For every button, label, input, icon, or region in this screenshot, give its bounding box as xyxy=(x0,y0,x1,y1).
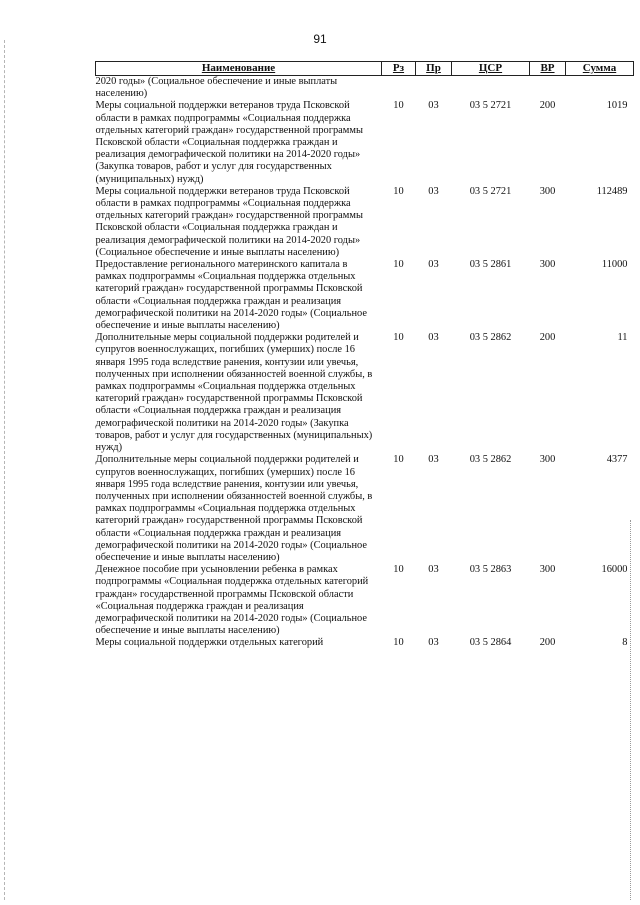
row-rz: 10 xyxy=(393,185,404,197)
header-sum: Сумма xyxy=(566,62,634,76)
row-sum: 1019 xyxy=(606,100,628,112)
row-name: Меры социальной поддержки ветеранов труда Псковской области в рамках подпрограммы «Социальная поддержка отдельных категорий граждан» государственной программы Псковской области «Социальная поддержка граждан и реализация демографической политики на 2014-2020 годы» (Социальное обеспечение и иные выплаты населению) xyxy=(95,185,363,258)
row-pr: 03 xyxy=(428,259,439,271)
table-row xyxy=(96,259,634,332)
row-rz: 10 xyxy=(393,454,404,466)
row-name: 2020 годы» (Социальное обеспечение и иные выплаты населению) xyxy=(95,76,338,100)
row-csr: 03 5 2721 xyxy=(469,185,512,197)
row-vr: 200 xyxy=(539,100,556,112)
row-rz: 10 xyxy=(393,332,404,344)
table-header-row xyxy=(96,62,634,76)
row-csr: 03 5 2721 xyxy=(469,100,512,112)
row-pr: 03 xyxy=(428,185,439,197)
header-rz: Рз xyxy=(382,62,416,76)
row-pr: 03 xyxy=(428,332,439,344)
row-pr: 03 xyxy=(428,100,439,112)
row-name: Дополнительные меры социальной поддержки родителей и супругов военнослужащих, погибших (умерших) после 16 января 1995 года вследствие ранения, контузии или увечья, полученных при исполнении обязанностей военной службы, в рамках подпрограммы «Социальная поддержка отдельных категорий граждан» государственной программы Псковской области «Социальная поддержка граждан и реализация демографической политики на 2014-2020 годы» (Социальное обеспечение и иные выплаты населению) xyxy=(95,454,373,563)
row-csr xyxy=(452,76,530,101)
row-sum: 11 xyxy=(617,332,628,344)
row-name: Меры социальной поддержки отдельных категорий xyxy=(95,637,324,649)
table-row xyxy=(96,186,634,259)
table-row xyxy=(96,332,634,454)
row-pr xyxy=(416,76,452,101)
row-vr: 200 xyxy=(539,332,556,344)
table-row xyxy=(96,564,634,637)
header-csr: ЦСР xyxy=(452,62,530,76)
row-rz: 10 xyxy=(393,259,404,271)
table-row xyxy=(96,76,634,101)
row-csr: 03 5 2861 xyxy=(469,259,512,271)
row-name: Меры социальной поддержки ветеранов труда Псковской области в рамках подпрограммы «Социальная поддержка отдельных категорий граждан» государственной программы Псковской области «Социальная поддержка граждан и реализация демографической политики на 2014-2020 годы» (Закупка товаров, работ и услуг для государственных (муниципальных) нужд) xyxy=(95,100,363,185)
row-rz xyxy=(382,76,416,101)
row-pr: 03 xyxy=(428,454,439,466)
table-row xyxy=(96,100,634,185)
row-vr: 300 xyxy=(539,185,556,197)
row-csr: 03 5 2863 xyxy=(469,564,512,576)
row-sum: 8 xyxy=(622,637,628,649)
row-rz: 10 xyxy=(393,637,404,649)
page-number: 91 xyxy=(313,32,327,46)
row-csr: 03 5 2862 xyxy=(469,332,512,344)
row-vr xyxy=(530,76,566,101)
row-sum: 4377 xyxy=(606,454,628,466)
table-row xyxy=(96,454,634,564)
row-vr: 300 xyxy=(539,564,556,576)
row-name: Предоставление регионального материнского капитала в рамках подпрограммы «Социальная поддержка отдельных категорий граждан» государственной программы Псковской области «Социальная поддержка граждан и реализация демографической политики на 2014-2020 годы» (Социальное обеспечение и иные выплаты населению) xyxy=(95,259,367,332)
budget-table xyxy=(95,61,634,650)
row-name: Дополнительные меры социальной поддержки родителей и супругов военнослужащих, погибших (умерших) после 16 января 1995 года вследствие ранения, контузии или увечья, полученных при исполнении обязанностей военной службы, в рамках подпрограммы «Социальная поддержка отдельных категорий граждан» государственной программы Псковской области «Социальная поддержка граждан и реализация демографической политики на 2014-2020 годы» (Закупка товаров, работ и услуг для государственных (муниципальных) нужд) xyxy=(95,332,373,454)
row-sum: 112489 xyxy=(596,185,628,197)
row-rz: 10 xyxy=(393,100,404,112)
row-rz: 10 xyxy=(393,564,404,576)
row-vr: 200 xyxy=(539,637,556,649)
scan-edge-left xyxy=(4,40,6,900)
row-sum xyxy=(566,76,634,101)
row-name: Денежное пособие при усыновлении ребенка в рамках подпрограммы «Социальная поддержка отдельных категорий граждан» государственной программы Псковской области «Социальная поддержка граждан и реализация демографической политики на 2014-2020 годы» (Социальное обеспечение и иные выплаты населению) xyxy=(95,564,369,637)
row-vr: 300 xyxy=(539,454,556,466)
row-sum: 16000 xyxy=(601,564,628,576)
row-vr: 300 xyxy=(539,259,556,271)
row-csr: 03 5 2864 xyxy=(469,637,512,649)
header-name: Наименование xyxy=(96,62,382,76)
row-sum: 11000 xyxy=(601,259,628,271)
table-row xyxy=(96,637,634,649)
row-pr: 03 xyxy=(428,637,439,649)
row-csr: 03 5 2862 xyxy=(469,454,512,466)
header-pr: Пр xyxy=(416,62,452,76)
row-pr: 03 xyxy=(428,564,439,576)
header-vr: ВР xyxy=(530,62,566,76)
